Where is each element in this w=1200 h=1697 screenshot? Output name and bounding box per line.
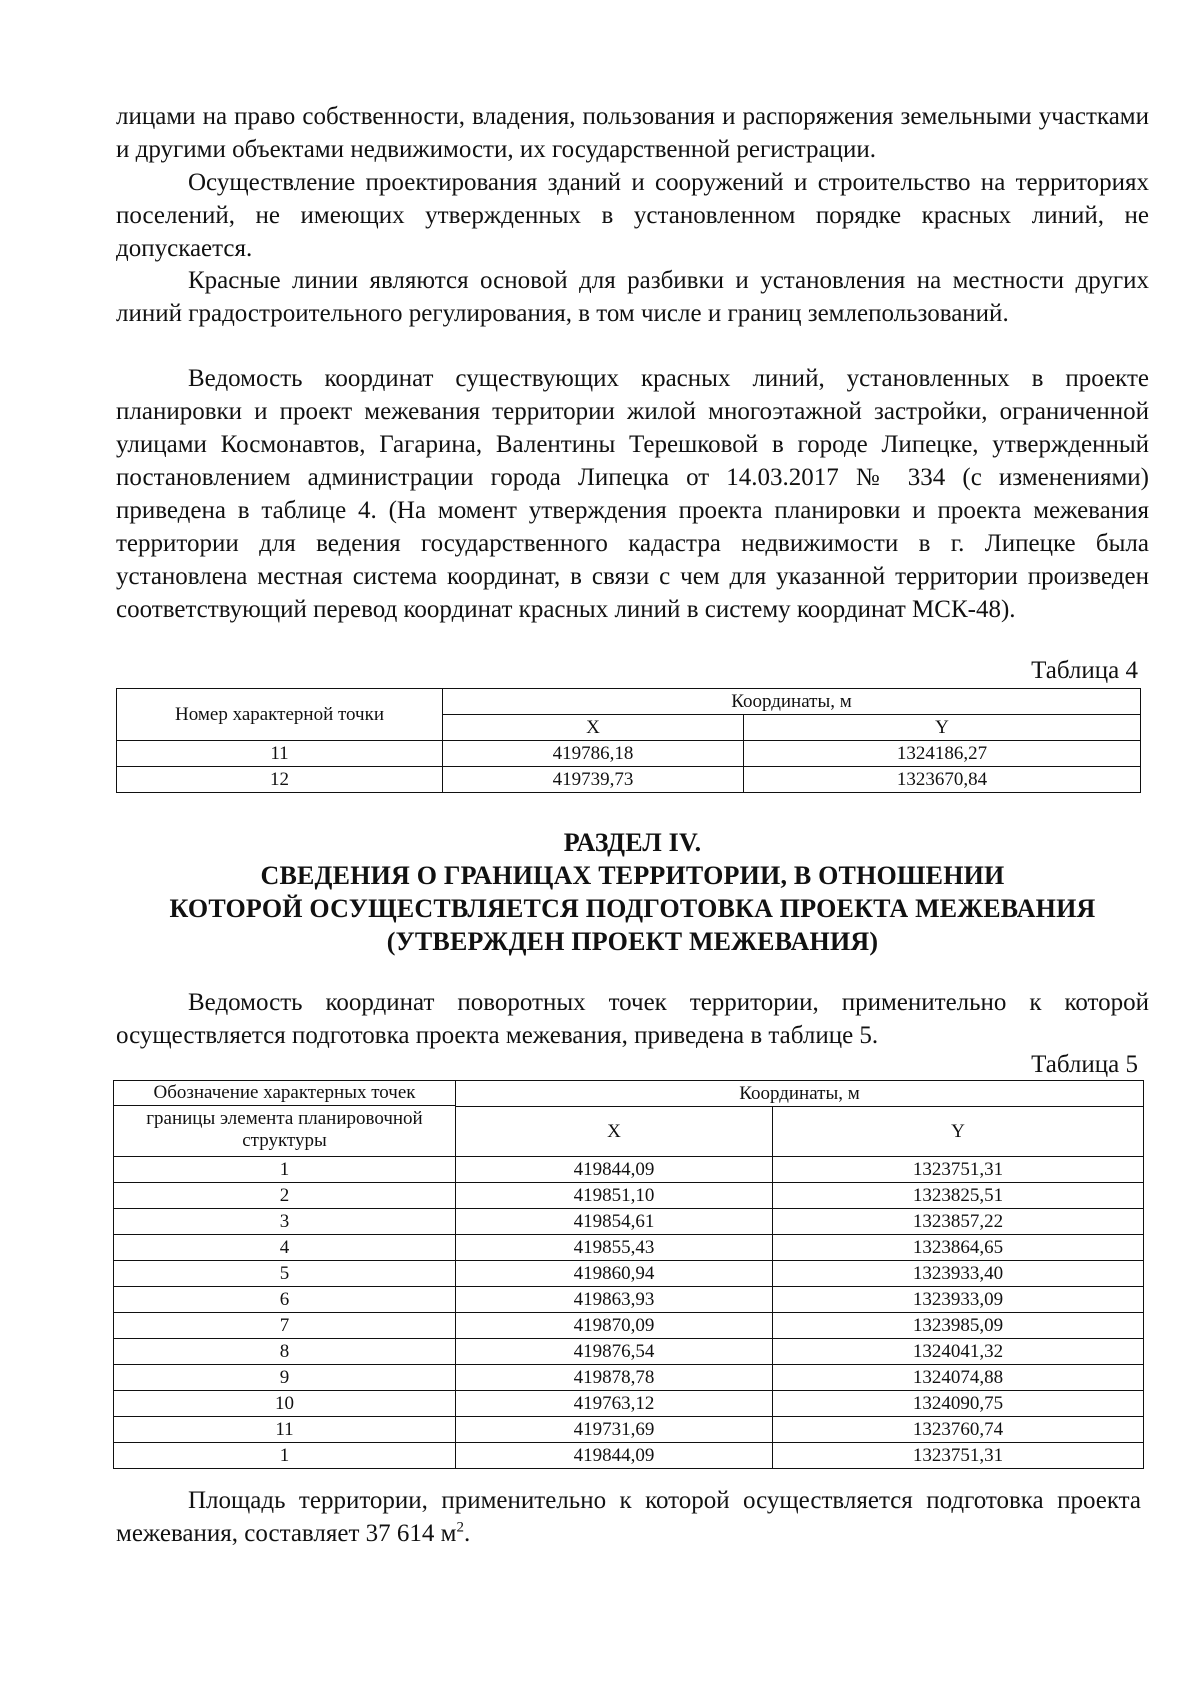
- table-row: [114, 1209, 1144, 1235]
- table4-header-point: Номер характерной точки: [117, 689, 443, 741]
- area-unit-superscript: 2: [456, 1519, 464, 1536]
- table5-cell-point: 1: [114, 1443, 456, 1469]
- table5-cell-y: 1323933,40: [773, 1261, 1144, 1287]
- table5-cell-x: 419731,69: [456, 1417, 773, 1443]
- table4-cell-x: 419786,18: [443, 741, 744, 767]
- table5-header-point-line1: Обозначение характерных точек: [114, 1081, 455, 1106]
- paragraph-red-lines-basis: Красные линии являются основой для разбивки и установления на местности других линий градостроительного регулирования, в том числе и границ землепользований.: [116, 267, 1149, 327]
- table5-cell-x: 419854,61: [456, 1209, 773, 1235]
- table5-cell-point: 4: [114, 1235, 456, 1261]
- table5-cell-point: 10: [114, 1391, 456, 1417]
- table5-cell-point: 9: [114, 1365, 456, 1391]
- table5-header-coords: Координаты, м: [456, 1081, 1144, 1107]
- table4-cell-point: 11: [117, 741, 443, 767]
- table5-header-y: Y: [773, 1107, 1144, 1157]
- table4-cell-y: 1323670,84: [744, 767, 1141, 793]
- table-row: [114, 1417, 1144, 1443]
- table-row: [117, 767, 1141, 793]
- paragraph-ownership: лицами на право собственности, владения, пользования и распоряжения земельными участками и другими объектами недвижимости, их государственной регистрации.: [116, 103, 1149, 163]
- table5-header-x: X: [456, 1107, 773, 1157]
- table-row: [114, 1157, 1144, 1183]
- table5-cell-y: 1324090,75: [773, 1391, 1144, 1417]
- table-row: [114, 1287, 1144, 1313]
- table5-cell-x: 419876,54: [456, 1339, 773, 1365]
- table5-cell-point: 1: [114, 1157, 456, 1183]
- table5-cell-x: 419855,43: [456, 1235, 773, 1261]
- area-text-end: .: [463, 1520, 471, 1547]
- area-text: Площадь территории, применительно к которой осуществляется подготовка проекта межевания, составляет 37 614 м: [116, 1487, 1141, 1547]
- section-heading: [116, 826, 1149, 958]
- table5-cell-y: 1323985,09: [773, 1313, 1144, 1339]
- table5-cell-y: 1323760,74: [773, 1417, 1144, 1443]
- table4-header-coords: Координаты, м: [443, 689, 1141, 715]
- table5-cell-x: 419860,94: [456, 1261, 773, 1287]
- table5-cell-point: 8: [114, 1339, 456, 1365]
- table5-cell-y: 1323857,22: [773, 1209, 1144, 1235]
- table5-cell-point: 6: [114, 1287, 456, 1313]
- paragraph-coordinates-statement: Ведомость координат существующих красных линий, установленных в проекте планировки и проект межевания территории жилой многоэтажной застройки, ограниченной улицами Космонавтов, Гагарина, Валентины Терешковой в городе Липецке, утвержденный постановлением администрации города Липецка от 14.03.2017 № 334 (с изменениями) приведена в таблице 4. (На момент утверждения проекта планировки и проекта межевания территории для ведения государственного кадастра недвижимости в г. Липецке была установлена местная система координат, в связи с чем для указанной территории произведен соответствующий перевод координат красных линий в систему координат МСК-48).: [116, 365, 1149, 623]
- table5-cell-y: 1323825,51: [773, 1183, 1144, 1209]
- paragraph-area: [116, 1484, 1141, 1550]
- table5-header-point-rest: границы элемента планировочной структуры: [146, 1108, 423, 1151]
- table-row: [114, 1313, 1144, 1339]
- table4-cell-y: 1324186,27: [744, 741, 1141, 767]
- table5-cell-x: 419844,09: [456, 1157, 773, 1183]
- table5-cell-y: 1324041,32: [773, 1339, 1144, 1365]
- section-heading-line: (УТВЕРЖДЕН ПРОЕКТ МЕЖЕВАНИЯ): [386, 927, 879, 956]
- paragraph-design-restriction: Осуществление проектирования зданий и сооружений и строительство на территориях поселений, не имеющих утвержденных в установленном порядке красных линий, не допускается.: [116, 169, 1149, 262]
- table5-cell-point: 3: [114, 1209, 456, 1235]
- table5-cell-y: 1323751,31: [773, 1443, 1144, 1469]
- table5: [113, 1080, 1144, 1469]
- section-heading-line: СВЕДЕНИЯ О ГРАНИЦАХ ТЕРРИТОРИИ, В ОТНОШЕНИИ: [260, 861, 1005, 890]
- table4-caption: Таблица 4: [1031, 657, 1138, 684]
- table4-cell-point: 12: [117, 767, 443, 793]
- table5-cell-x: 419763,12: [456, 1391, 773, 1417]
- table5-cell-y: 1324074,88: [773, 1365, 1144, 1391]
- table5-header-point: [114, 1081, 456, 1157]
- table5-cell-point: 2: [114, 1183, 456, 1209]
- table4-cell-x: 419739,73: [443, 767, 744, 793]
- table5-cell-point: 5: [114, 1261, 456, 1287]
- table-row: [114, 1365, 1144, 1391]
- table5-caption: Таблица 5: [1031, 1051, 1138, 1078]
- section-heading-line: КОТОРОЙ ОСУЩЕСТВЛЯЕТСЯ ПОДГОТОВКА ПРОЕКТА МЕЖЕВАНИЯ: [169, 894, 1096, 923]
- table5-cell-y: 1323751,31: [773, 1157, 1144, 1183]
- section-heading-line: РАЗДЕЛ IV.: [563, 828, 702, 857]
- table5-cell-x: 419851,10: [456, 1183, 773, 1209]
- table5-cell-y: 1323933,09: [773, 1287, 1144, 1313]
- table-row: [114, 1235, 1144, 1261]
- table-row: [117, 741, 1141, 767]
- table-row: [114, 1391, 1144, 1417]
- table4-header-x: X: [443, 715, 744, 741]
- table-row: [114, 1443, 1144, 1469]
- table-row: [114, 1183, 1144, 1209]
- table4: [116, 688, 1141, 793]
- table5-cell-y: 1323864,65: [773, 1235, 1144, 1261]
- table5-cell-x: 419863,93: [456, 1287, 773, 1313]
- paragraph-table5-intro: Ведомость координат поворотных точек территории, применительно к которой осуществляется подготовка проекта межевания, приведена в таблице 5.: [116, 989, 1149, 1049]
- table5-cell-point: 11: [114, 1417, 456, 1443]
- table-row: [114, 1261, 1144, 1287]
- table-row: [114, 1339, 1144, 1365]
- table5-cell-x: 419870,09: [456, 1313, 773, 1339]
- table5-cell-x: 419878,78: [456, 1365, 773, 1391]
- table4-header-y: Y: [744, 715, 1141, 741]
- table5-cell-x: 419844,09: [456, 1443, 773, 1469]
- table5-cell-point: 7: [114, 1313, 456, 1339]
